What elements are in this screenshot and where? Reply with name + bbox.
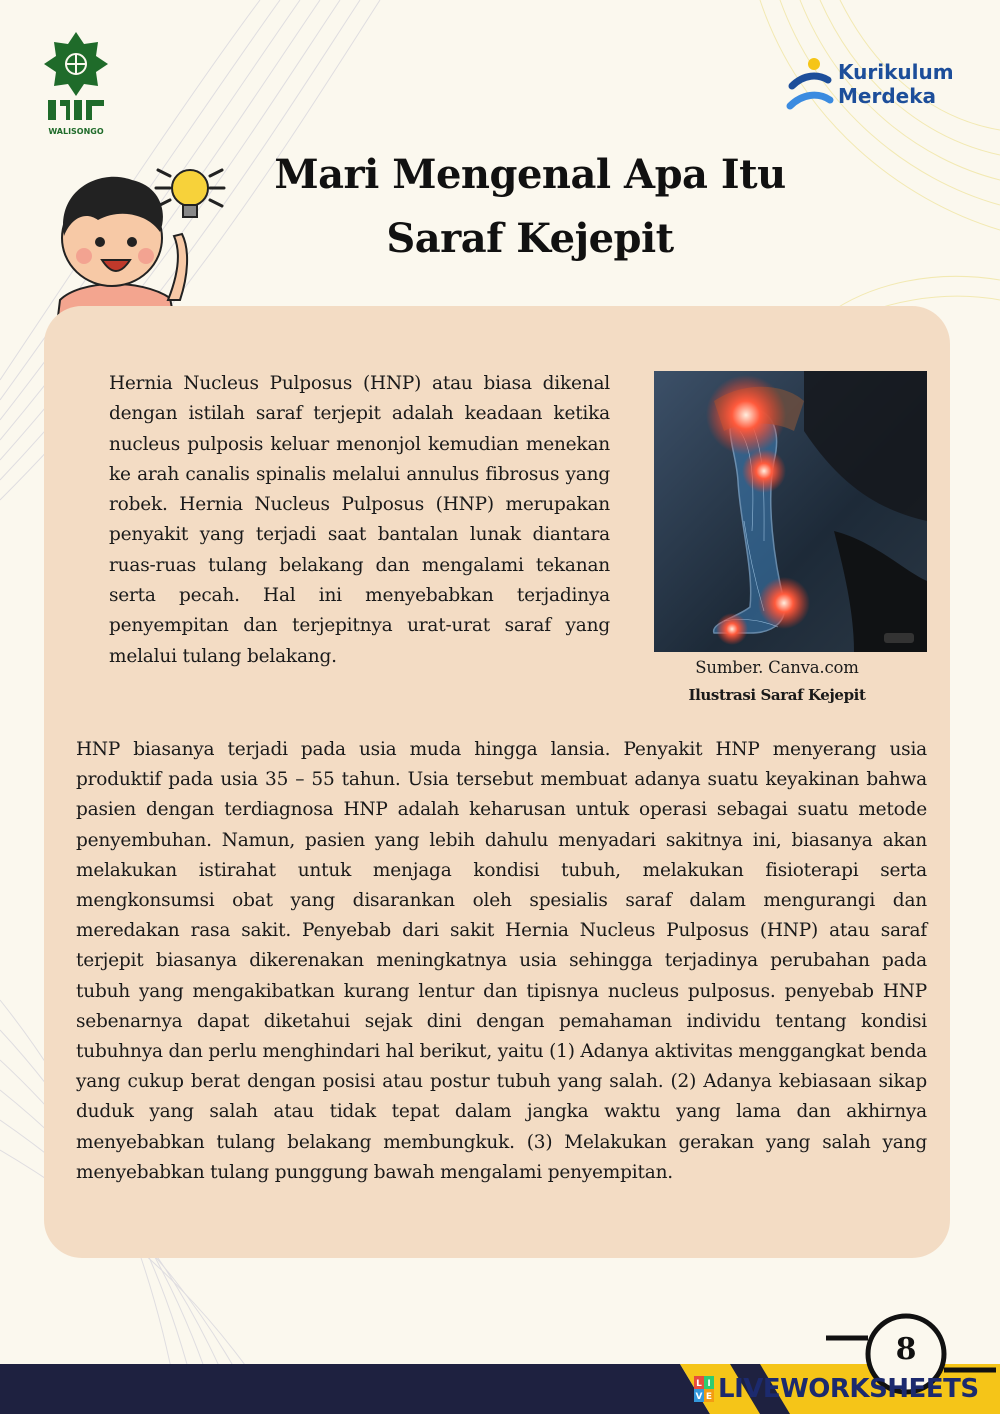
- title-line1: Mari Mengenal Apa Itu: [274, 151, 786, 198]
- kurikulum-merdeka-logo-icon: [784, 56, 836, 122]
- lightbulb-icon: [156, 170, 224, 217]
- intro-paragraph: Hernia Nucleus Pulposus (HNP) atau biasa dikenal dengan istilah saraf terjepit adalah keadaan ketika nucleus pulposis keluar menonjol kemudian menekan ke arah canalis spinalis melalui annulus fibrosus yang robek. Hernia Nucleus Pulposus (HNP) merupakan penyakit yang terjadi saat bantalan lunak diantara ruas-ruas tulang belakang dan mengalami tekanan serta pecah. Hal ini menyebabkan terjadinya penyempitan dan terjepitnya urat-urat saraf yang melalui tulang belakang.: [109, 373, 610, 667]
- page-title: [230, 143, 830, 271]
- curriculum-logo-text: [838, 60, 978, 108]
- curriculum-logo-line2: Merdeka: [838, 84, 937, 108]
- body-paragraph: HNP biasanya terjadi pada usia muda hingga lansia. Penyakit HNP menyerang usia produktif pada usia 35 – 55 tahun. Usia tersebut membuat adanya suatu keyakinan bahwa pasien dengan terdiagnosa HNP adalah keharusan untuk operasi sebagai suatu metode penyembuhan. Namun, pasien yang lebih dahulu menyadari sakitnya ini, biasanya akan melakukan istirahat untuk menjaga kondisi tubuh, melakukan fisioterapi serta mengkonsumsi obat yang disarankan oleh spesialis saraf dalam mengurangi dan meredakan rasa sakit. Penyebab dari sakit Hernia Nucleus Pulposus (HNP) atau saraf terjepit biasanya dikerenakan meningkatnya usia sehingga terjadinya perubahan pada tubuh yang mengakibatkan kurang lentur dan tipisnya nucleus pulposus. penyebab HNP sebenarnya dapat diketahui sejak dini dengan pemahaman individu tentang kondisi tubuhnya dan perlu menghindari hal berikut, yaitu (1) Adanya aktivitas menggangkat benda yang cukup berat dengan posisi atau postur tubuh yang salah. (2) Adanya kebiasaan sikap duduk yang salah atau tidak tepat dalam jangka waktu yang lama dan akhirnya menyebabkan tulang belakang membungkuk. (3) Melakukan gerakan yang salah yang menyebabkan tulang punggung bawah mengalami penyempitan.: [76, 739, 927, 1183]
- figure-caption: Ilustrasi Saraf Kejepit: [688, 686, 866, 704]
- badge-letter-1: L: [696, 1379, 702, 1389]
- figure-source: Sumber. Canva.com: [695, 658, 859, 677]
- knee-pain-photo: [654, 371, 927, 652]
- title-line2: Saraf Kejepit: [386, 215, 674, 262]
- badge-letter-2: I: [707, 1379, 711, 1389]
- curriculum-logo-line1: Kurikulum: [838, 60, 954, 84]
- liveworksheets-brand[interactable]: LIVEWORKSHEETS: [718, 1374, 979, 1404]
- page-number: 8: [895, 1332, 917, 1367]
- liveworksheets-badge-icon: [694, 1376, 714, 1402]
- badge-letter-3: V: [695, 1392, 703, 1402]
- logo-caption: WALISONGO: [48, 127, 104, 136]
- badge-letter-4: E: [705, 1392, 713, 1402]
- walisongo-logo-icon: [40, 30, 112, 140]
